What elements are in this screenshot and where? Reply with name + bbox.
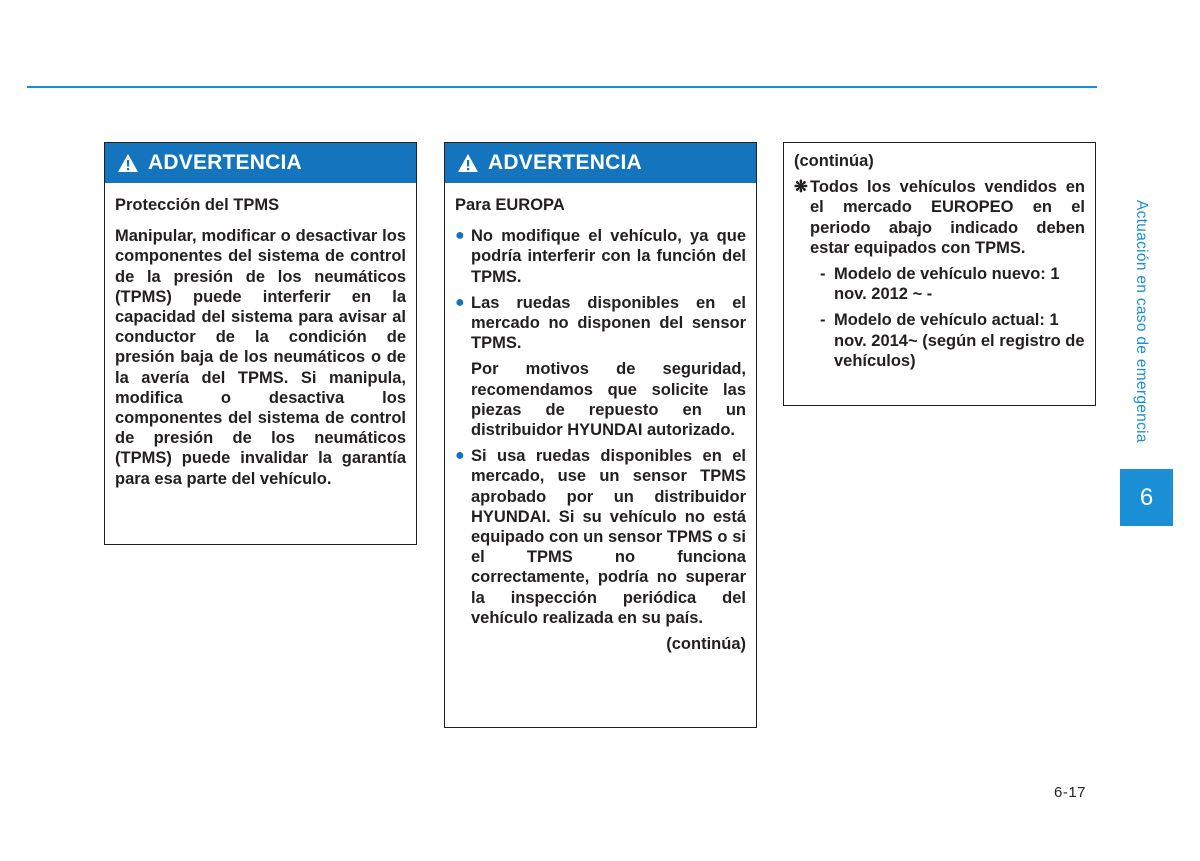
asterisk-note-icon: ❋ bbox=[794, 178, 808, 197]
warning-subtitle: Protección del TPMS bbox=[115, 196, 280, 214]
list-item: - Modelo de vehículo nuevo: 1 nov. 2012 ~ - bbox=[820, 265, 1060, 304]
list-item: - Modelo de vehículo actual: 1 nov. 2014~ (según el registro de vehículos) bbox=[820, 311, 1085, 370]
bullet-extra-para: Por motivos de seguridad, recomendamos que solicite las piezas de repuesto en un distribuidor HYUNDAI autorizado. bbox=[471, 360, 746, 440]
list-item: ● Si usa ruedas disponibles en el mercado, use un sensor TPMS aprobado por un distribuidor HYUNDAI. Si su vehículo no está equipado con un sensor TPMS o si el TPMS no funciona correctamente, podría no superar la inspección periódica del vehículo realizada en su país. bbox=[455, 447, 746, 627]
warning-header bbox=[445, 143, 756, 183]
section-title: Actuación en caso de emergencia bbox=[1133, 200, 1150, 443]
warning-box-europe bbox=[444, 142, 757, 728]
continued-box bbox=[783, 142, 1096, 406]
warning-header-label: ADVERTENCIA bbox=[488, 151, 642, 174]
warning-header bbox=[105, 143, 416, 183]
warning-header-label: ADVERTENCIA bbox=[148, 151, 302, 174]
bullet-dot-icon: ● bbox=[455, 293, 465, 311]
bullet-dot-icon: ● bbox=[455, 447, 465, 465]
bullet-dot-icon: ● bbox=[455, 227, 465, 245]
chapter-tab: 6 bbox=[1120, 469, 1173, 526]
bullet-list bbox=[455, 226, 746, 353]
continued-label: (continúa) bbox=[666, 635, 746, 654]
warning-box-tpms bbox=[104, 142, 417, 545]
top-rule bbox=[27, 86, 1097, 88]
bullet-list bbox=[455, 446, 746, 628]
date-list bbox=[794, 264, 1085, 371]
warning-triangle-icon bbox=[457, 153, 479, 173]
list-item: ● No modifique el vehículo, ya que podría interferir con la función del TPMS. bbox=[455, 227, 746, 286]
list-item: ● Las ruedas disponibles en el mercado no disponen del sensor TPMS. bbox=[455, 293, 746, 353]
note-paragraph: ❋ Todos los vehículos vendidos en el mercado EUROPEO en el periodo abajo indicado deben estar equipados con TPMS. bbox=[794, 178, 1085, 257]
warning-triangle-icon bbox=[117, 153, 139, 173]
page-number: 6-17 bbox=[1054, 784, 1087, 801]
warning-body: Manipular, modificar o desactivar los componentes del sistema de control de la presión de los neumáticos (TPMS) puede interferir en la capacidad del sistema para avisar al conductor de la condición de presión baja de los neumáticos o de la avería del TPMS. Si manipula, modifica o desactiva los componentes del sistema de control de presión de los neumáticos (TPMS) puede invalidar la garantía para esa parte del vehículo. bbox=[115, 227, 406, 488]
warning-subtitle: Para EUROPA bbox=[455, 196, 565, 214]
continued-label: (continúa) bbox=[794, 152, 874, 170]
